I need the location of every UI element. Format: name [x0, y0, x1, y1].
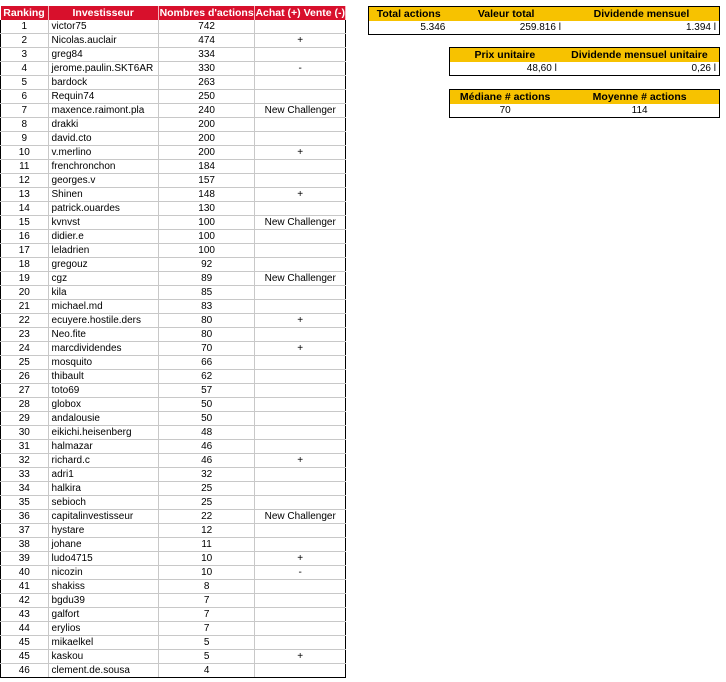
- investisseur-cell[interactable]: jerome.paulin.SKT6AR: [48, 62, 158, 76]
- rank-cell[interactable]: 11: [1, 160, 49, 174]
- rank-cell[interactable]: 27: [1, 384, 49, 398]
- shares-cell[interactable]: 57: [158, 384, 255, 398]
- rank-cell[interactable]: 43: [1, 608, 49, 622]
- table-row[interactable]: [1, 90, 346, 104]
- valeur-total-value[interactable]: 259.816 l: [448, 21, 564, 35]
- rank-cell[interactable]: 17: [1, 244, 49, 258]
- shares-cell[interactable]: 80: [158, 314, 255, 328]
- change-cell[interactable]: [255, 594, 346, 608]
- change-cell[interactable]: +: [255, 146, 346, 160]
- shares-cell[interactable]: 66: [158, 356, 255, 370]
- investisseur-cell[interactable]: andalousie: [48, 412, 158, 426]
- rank-cell[interactable]: 25: [1, 356, 49, 370]
- change-cell[interactable]: -: [255, 62, 346, 76]
- dividende-mensuel-value[interactable]: 1.394 l: [564, 21, 720, 35]
- table-row[interactable]: [1, 468, 346, 482]
- rank-cell[interactable]: 38: [1, 538, 49, 552]
- table-row[interactable]: [1, 258, 346, 272]
- change-cell[interactable]: [255, 538, 346, 552]
- change-cell[interactable]: [255, 300, 346, 314]
- table-row[interactable]: [1, 426, 346, 440]
- totals-panel: [368, 6, 720, 35]
- change-cell[interactable]: [255, 230, 346, 244]
- change-cell[interactable]: [255, 482, 346, 496]
- table-row[interactable]: [1, 188, 346, 202]
- prix-unitaire-value[interactable]: 48,60 l: [450, 62, 560, 76]
- rank-cell[interactable]: 45: [1, 650, 49, 664]
- change-cell[interactable]: [255, 356, 346, 370]
- shares-cell[interactable]: 25: [158, 482, 255, 496]
- investisseur-cell[interactable]: johane: [48, 538, 158, 552]
- investisseur-cell[interactable]: erylios: [48, 622, 158, 636]
- table-row[interactable]: [1, 146, 346, 160]
- rank-cell[interactable]: 10: [1, 146, 49, 160]
- investisseur-cell[interactable]: ecuyere.hostile.ders: [48, 314, 158, 328]
- shares-cell[interactable]: 7: [158, 594, 255, 608]
- shares-cell[interactable]: 32: [158, 468, 255, 482]
- shares-cell[interactable]: 12: [158, 524, 255, 538]
- shares-cell[interactable]: 80: [158, 328, 255, 342]
- change-cell[interactable]: [255, 622, 346, 636]
- investisseur-cell[interactable]: victor75: [48, 20, 158, 34]
- table-row[interactable]: [1, 524, 346, 538]
- investisseur-cell[interactable]: nicozin: [48, 566, 158, 580]
- investisseur-cell[interactable]: georges.v: [48, 174, 158, 188]
- change-cell[interactable]: [255, 118, 346, 132]
- rank-cell[interactable]: 30: [1, 426, 49, 440]
- rank-cell[interactable]: 42: [1, 594, 49, 608]
- col-header-ranking[interactable]: Ranking: [1, 6, 49, 20]
- investisseur-cell[interactable]: v.merlino: [48, 146, 158, 160]
- change-cell[interactable]: [255, 286, 346, 300]
- table-row[interactable]: [1, 482, 346, 496]
- rank-cell[interactable]: 6: [1, 90, 49, 104]
- investisseur-cell[interactable]: halkira: [48, 482, 158, 496]
- change-cell[interactable]: [255, 174, 346, 188]
- table-row[interactable]: [1, 118, 346, 132]
- shares-cell[interactable]: 25: [158, 496, 255, 510]
- shares-cell[interactable]: 46: [158, 454, 255, 468]
- rank-cell[interactable]: 24: [1, 342, 49, 356]
- shares-cell[interactable]: 8: [158, 580, 255, 594]
- change-cell[interactable]: [255, 132, 346, 146]
- mediane-header[interactable]: Médiane # actions: [450, 90, 561, 105]
- prix-unitaire-header[interactable]: Prix unitaire: [450, 48, 560, 63]
- rank-cell[interactable]: 22: [1, 314, 49, 328]
- shares-cell[interactable]: 130: [158, 202, 255, 216]
- shares-cell[interactable]: 263: [158, 76, 255, 90]
- col-header-investisseur[interactable]: Investisseur: [48, 6, 158, 20]
- rank-cell[interactable]: 33: [1, 468, 49, 482]
- change-cell[interactable]: -: [255, 566, 346, 580]
- change-cell[interactable]: [255, 608, 346, 622]
- rank-cell[interactable]: 16: [1, 230, 49, 244]
- investisseur-cell[interactable]: kvnvst: [48, 216, 158, 230]
- col-header-achat-vente[interactable]: Achat (+) Vente (-): [255, 6, 345, 19]
- shares-cell[interactable]: 11: [158, 538, 255, 552]
- rank-cell[interactable]: 41: [1, 580, 49, 594]
- rank-cell[interactable]: 23: [1, 328, 49, 342]
- shares-cell[interactable]: 5: [158, 636, 255, 650]
- rank-cell[interactable]: 13: [1, 188, 49, 202]
- table-row[interactable]: [1, 342, 346, 356]
- shares-cell[interactable]: 89: [158, 272, 255, 286]
- table-row[interactable]: [1, 174, 346, 188]
- investisseur-cell[interactable]: richard.c: [48, 454, 158, 468]
- change-cell[interactable]: [255, 244, 346, 258]
- shares-cell[interactable]: 240: [158, 104, 255, 118]
- investisseur-cell[interactable]: shakiss: [48, 580, 158, 594]
- investisseur-cell[interactable]: leladrien: [48, 244, 158, 258]
- table-row[interactable]: [1, 132, 346, 146]
- table-row[interactable]: [1, 160, 346, 174]
- investisseur-cell[interactable]: david.cto: [48, 132, 158, 146]
- total-actions-value[interactable]: 5.346: [369, 21, 449, 35]
- investisseur-cell[interactable]: Requin74: [48, 90, 158, 104]
- change-cell[interactable]: [255, 468, 346, 482]
- change-cell[interactable]: +: [255, 454, 346, 468]
- rank-cell[interactable]: 31: [1, 440, 49, 454]
- investisseur-cell[interactable]: hystare: [48, 524, 158, 538]
- rank-cell[interactable]: 35: [1, 496, 49, 510]
- change-cell[interactable]: [255, 90, 346, 104]
- moyenne-value[interactable]: 114: [560, 104, 719, 118]
- shares-cell[interactable]: 148: [158, 188, 255, 202]
- change-cell[interactable]: [255, 524, 346, 538]
- investisseur-cell[interactable]: drakki: [48, 118, 158, 132]
- stats-panel: [449, 89, 720, 118]
- mediane-value[interactable]: 70: [450, 104, 561, 118]
- shares-cell[interactable]: 184: [158, 160, 255, 174]
- table-row[interactable]: [1, 48, 346, 62]
- change-cell[interactable]: [255, 580, 346, 594]
- rank-cell[interactable]: 18: [1, 258, 49, 272]
- change-cell[interactable]: +: [255, 342, 346, 356]
- investisseur-cell[interactable]: kaskou: [48, 650, 158, 664]
- table-row[interactable]: [1, 622, 346, 636]
- table-row[interactable]: [1, 552, 346, 566]
- shares-cell[interactable]: 10: [158, 552, 255, 566]
- table-row[interactable]: [1, 62, 346, 76]
- rank-cell[interactable]: 1: [1, 20, 49, 34]
- dividende-mensuel-header[interactable]: Dividende mensuel: [564, 7, 720, 22]
- table-row[interactable]: [1, 580, 346, 594]
- table-row[interactable]: [1, 440, 346, 454]
- change-cell[interactable]: New Challenger: [255, 510, 346, 524]
- investisseur-cell[interactable]: galfort: [48, 608, 158, 622]
- investisseur-cell[interactable]: ludo4715: [48, 552, 158, 566]
- change-cell[interactable]: [255, 440, 346, 454]
- table-row[interactable]: [1, 398, 346, 412]
- change-cell[interactable]: [255, 370, 346, 384]
- rank-cell[interactable]: 7: [1, 104, 49, 118]
- rank-cell[interactable]: 29: [1, 412, 49, 426]
- table-row[interactable]: [1, 538, 346, 552]
- table-row[interactable]: [1, 608, 346, 622]
- change-cell[interactable]: +: [255, 188, 346, 202]
- change-cell[interactable]: [255, 412, 346, 426]
- rank-cell[interactable]: 14: [1, 202, 49, 216]
- rank-cell[interactable]: 9: [1, 132, 49, 146]
- shares-cell[interactable]: 46: [158, 440, 255, 454]
- investisseur-cell[interactable]: greg84: [48, 48, 158, 62]
- dividende-unitaire-value[interactable]: 0,26 l: [560, 62, 720, 76]
- shares-cell[interactable]: 70: [158, 342, 255, 356]
- table-row[interactable]: [1, 496, 346, 510]
- table-row[interactable]: [1, 594, 346, 608]
- table-row[interactable]: [1, 650, 346, 664]
- table-row[interactable]: [1, 216, 346, 230]
- shares-cell[interactable]: 100: [158, 230, 255, 244]
- change-cell[interactable]: +: [255, 650, 346, 664]
- investisseur-cell[interactable]: marcdividendes: [48, 342, 158, 356]
- shares-cell[interactable]: 7: [158, 608, 255, 622]
- ranking-table: [0, 6, 346, 678]
- shares-cell[interactable]: 5: [158, 650, 255, 664]
- shares-cell[interactable]: 62: [158, 370, 255, 384]
- change-cell[interactable]: [255, 160, 346, 174]
- investisseur-cell[interactable]: michael.md: [48, 300, 158, 314]
- rank-cell[interactable]: 4: [1, 62, 49, 76]
- investisseur-cell[interactable]: Neo.fite: [48, 328, 158, 342]
- change-cell[interactable]: [255, 202, 346, 216]
- moyenne-header[interactable]: Moyenne # actions: [560, 90, 719, 105]
- shares-cell[interactable]: 100: [158, 244, 255, 258]
- table-row[interactable]: [1, 272, 346, 286]
- shares-cell[interactable]: 50: [158, 398, 255, 412]
- ranking-body: [1, 20, 346, 678]
- rank-cell[interactable]: 12: [1, 174, 49, 188]
- shares-cell[interactable]: 742: [158, 20, 255, 34]
- investisseur-cell[interactable]: clement.de.sousa: [48, 664, 158, 678]
- table-row[interactable]: [1, 230, 346, 244]
- change-cell[interactable]: +: [255, 552, 346, 566]
- prix-panel: [449, 47, 720, 76]
- rank-cell[interactable]: 46: [1, 664, 49, 678]
- shares-cell[interactable]: 83: [158, 300, 255, 314]
- change-cell[interactable]: New Challenger: [255, 104, 346, 118]
- change-cell[interactable]: New Challenger: [255, 272, 346, 286]
- investisseur-cell[interactable]: gregouz: [48, 258, 158, 272]
- shares-cell[interactable]: 85: [158, 286, 255, 300]
- change-cell[interactable]: [255, 384, 346, 398]
- change-cell[interactable]: [255, 20, 346, 34]
- rank-cell[interactable]: 34: [1, 482, 49, 496]
- shares-cell[interactable]: 92: [158, 258, 255, 272]
- investisseur-cell[interactable]: frenchronchon: [48, 160, 158, 174]
- shares-cell[interactable]: 200: [158, 132, 255, 146]
- shares-cell[interactable]: 334: [158, 48, 255, 62]
- change-cell[interactable]: [255, 398, 346, 412]
- shares-cell[interactable]: 22: [158, 510, 255, 524]
- rank-cell[interactable]: 15: [1, 216, 49, 230]
- shares-cell[interactable]: 48: [158, 426, 255, 440]
- table-row[interactable]: [1, 20, 346, 34]
- rank-cell[interactable]: 5: [1, 76, 49, 90]
- table-row[interactable]: [1, 300, 346, 314]
- change-cell[interactable]: [255, 636, 346, 650]
- table-row[interactable]: [1, 202, 346, 216]
- shares-cell[interactable]: 7: [158, 622, 255, 636]
- table-row[interactable]: [1, 328, 346, 342]
- shares-cell[interactable]: 4: [158, 664, 255, 678]
- shares-cell[interactable]: 474: [158, 34, 255, 48]
- rank-cell[interactable]: 44: [1, 622, 49, 636]
- rank-cell[interactable]: 45: [1, 636, 49, 650]
- table-row[interactable]: [1, 510, 346, 524]
- rank-cell[interactable]: 39: [1, 552, 49, 566]
- table-row[interactable]: [1, 454, 346, 468]
- investisseur-cell[interactable]: Shinen: [48, 188, 158, 202]
- rank-cell[interactable]: 32: [1, 454, 49, 468]
- change-cell[interactable]: +: [255, 34, 346, 48]
- rank-cell[interactable]: 37: [1, 524, 49, 538]
- dividende-unitaire-header[interactable]: Dividende mensuel unitaire: [560, 48, 720, 63]
- rank-cell[interactable]: 28: [1, 398, 49, 412]
- investisseur-cell[interactable]: halmazar: [48, 440, 158, 454]
- table-row[interactable]: [1, 244, 346, 258]
- change-cell[interactable]: [255, 258, 346, 272]
- rank-cell[interactable]: 8: [1, 118, 49, 132]
- investisseur-cell[interactable]: eikichi.heisenberg: [48, 426, 158, 440]
- investisseur-cell[interactable]: maxence.raimont.pla: [48, 104, 158, 118]
- table-row[interactable]: [1, 370, 346, 384]
- investisseur-cell[interactable]: toto69: [48, 384, 158, 398]
- total-actions-header[interactable]: Total actions: [369, 7, 449, 22]
- rank-cell[interactable]: 21: [1, 300, 49, 314]
- shares-cell[interactable]: 330: [158, 62, 255, 76]
- change-cell[interactable]: +: [255, 314, 346, 328]
- table-row[interactable]: [1, 34, 346, 48]
- investisseur-cell[interactable]: capitalinvestisseur: [48, 510, 158, 524]
- investisseur-cell[interactable]: globox: [48, 398, 158, 412]
- table-row[interactable]: [1, 356, 346, 370]
- investisseur-cell[interactable]: bardock: [48, 76, 158, 90]
- table-row[interactable]: [1, 566, 346, 580]
- shares-cell[interactable]: 10: [158, 566, 255, 580]
- shares-cell[interactable]: 157: [158, 174, 255, 188]
- rank-cell[interactable]: 19: [1, 272, 49, 286]
- table-row[interactable]: [1, 384, 346, 398]
- table-row[interactable]: [1, 314, 346, 328]
- rank-cell[interactable]: 20: [1, 286, 49, 300]
- investisseur-cell[interactable]: cgz: [48, 272, 158, 286]
- investisseur-cell[interactable]: mikaelkel: [48, 636, 158, 650]
- change-cell[interactable]: [255, 496, 346, 510]
- rank-cell[interactable]: 40: [1, 566, 49, 580]
- investisseur-cell[interactable]: kila: [48, 286, 158, 300]
- change-cell[interactable]: [255, 76, 346, 90]
- change-cell[interactable]: [255, 664, 346, 678]
- table-row[interactable]: [1, 286, 346, 300]
- change-cell[interactable]: [255, 48, 346, 62]
- shares-cell[interactable]: 100: [158, 216, 255, 230]
- table-row[interactable]: [1, 636, 346, 650]
- table-row[interactable]: [1, 664, 346, 678]
- shares-cell[interactable]: 200: [158, 146, 255, 160]
- valeur-total-header[interactable]: Valeur total: [448, 7, 564, 22]
- table-row[interactable]: [1, 412, 346, 426]
- table-row[interactable]: [1, 104, 346, 118]
- col-header-nombres-actions[interactable]: Nombres d'actions: [159, 6, 254, 19]
- change-cell[interactable]: New Challenger: [255, 216, 346, 230]
- investisseur-cell[interactable]: mosquito: [48, 356, 158, 370]
- rank-cell[interactable]: 2: [1, 34, 49, 48]
- table-row[interactable]: [1, 76, 346, 90]
- rank-cell[interactable]: 3: [1, 48, 49, 62]
- change-cell[interactable]: [255, 426, 346, 440]
- shares-cell[interactable]: 200: [158, 118, 255, 132]
- investisseur-cell[interactable]: sebioch: [48, 496, 158, 510]
- investisseur-cell[interactable]: thibault: [48, 370, 158, 384]
- shares-cell[interactable]: 250: [158, 90, 255, 104]
- change-cell[interactable]: [255, 328, 346, 342]
- investisseur-cell[interactable]: bgdu39: [48, 594, 158, 608]
- investisseur-cell[interactable]: patrick.ouardes: [48, 202, 158, 216]
- investisseur-cell[interactable]: adri1: [48, 468, 158, 482]
- rank-cell[interactable]: 36: [1, 510, 49, 524]
- table-header-row: [1, 6, 346, 20]
- investisseur-cell[interactable]: didier.e: [48, 230, 158, 244]
- investisseur-cell[interactable]: Nicolas.auclair: [48, 34, 158, 48]
- rank-cell[interactable]: 26: [1, 370, 49, 384]
- shares-cell[interactable]: 50: [158, 412, 255, 426]
